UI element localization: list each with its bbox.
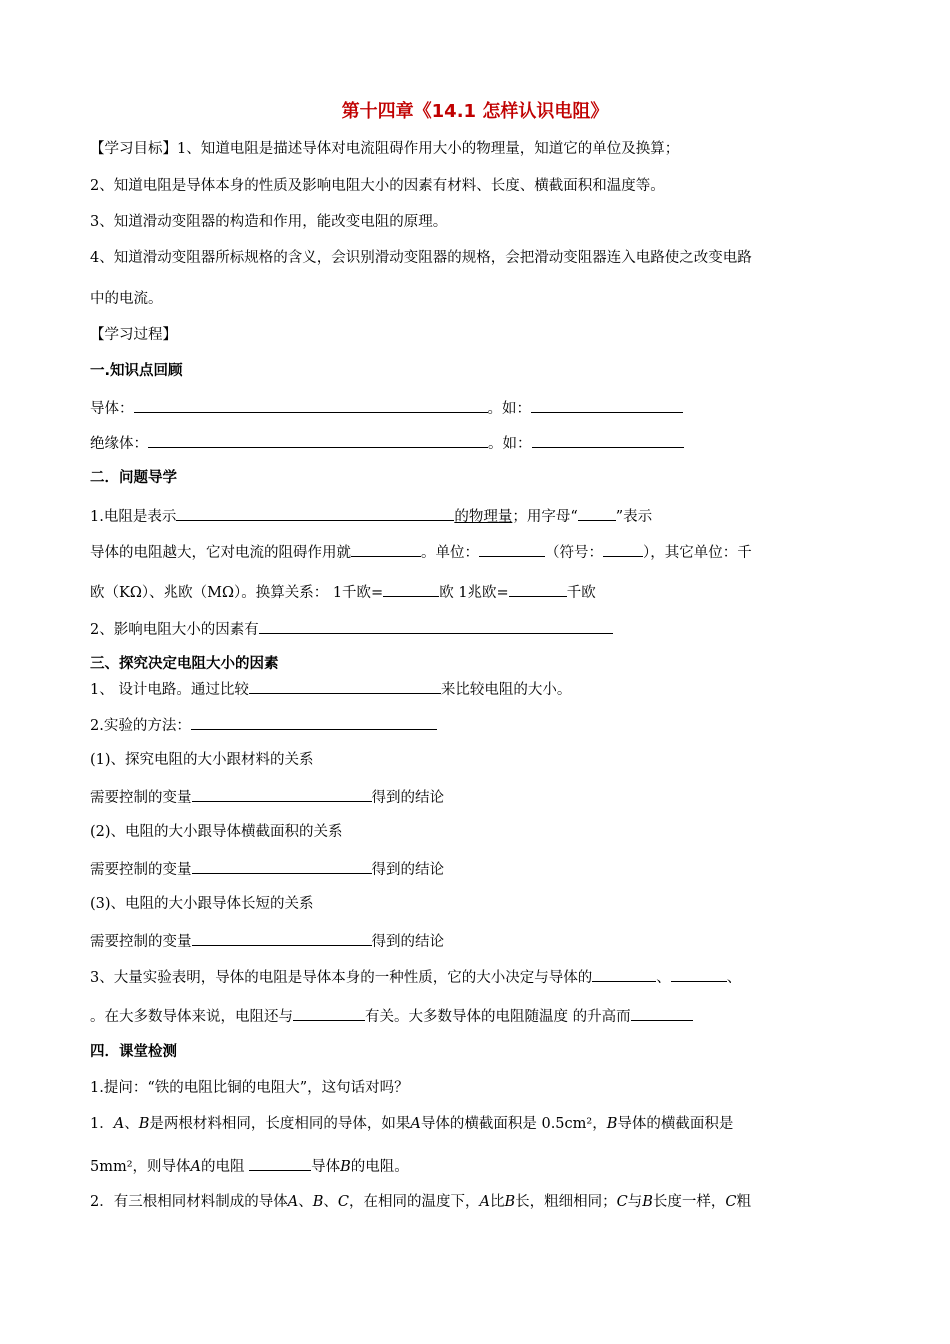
q4-text: 2、影响电阻大小的因素有 [90,622,259,638]
test-question-2a [90,1114,860,1134]
variable-blank[interactable] [192,786,372,802]
q1-text: 1.电阻是表示 [90,509,177,525]
q3-text: 千欧 [566,585,596,601]
mohm-blank[interactable] [509,581,567,597]
part-3-heading: (3)、电阻的大小跟导体长短的关系 [90,896,314,912]
step-3-text: 、 [726,970,742,986]
test-question-1: 1.提问：“铁的电阻比铜的电阻大”，这句话对吗？ [90,1080,409,1096]
process-heading: 【学习过程】 [90,327,177,343]
method-blank[interactable] [191,714,437,730]
test-q3-text: 2．有三根相同材料制成的导体A、B、C，在相同的温度下，A比B长，粗细相同；C与B长度一样，C粗 [90,1194,751,1210]
factors-blank[interactable] [259,618,613,634]
q1-symbol-blank[interactable] [578,505,616,521]
goal-line-1 [90,139,679,159]
test-question-3 [90,1192,860,1212]
test-q2-text: 1．A、B是两根材料相同，长度相同的导体，如果A导体的横截面积是 0.5cm²，B导体的横截面积是 [90,1116,734,1132]
page-title: 第十四章《14.1 怎样认识电阻》 [341,101,609,122]
part-2-line [90,858,444,880]
q2-text: 导体的电阻越大，它对电流的阻碍作用就 [90,545,351,561]
variable-blank[interactable] [192,930,372,946]
question-1 [90,505,652,527]
kohm-blank[interactable] [383,581,439,597]
factor-blank-1[interactable] [592,966,656,982]
conductor-blank[interactable] [134,397,488,413]
conductor-example-blank[interactable] [531,397,683,413]
q2-blank[interactable] [351,541,421,557]
part-2-heading: (2)、电阻的大小跟导体横截面积的关系 [90,824,343,840]
example-label: 。如： [488,436,532,452]
variable-label: 需要控制的变量 [90,934,192,950]
insulator-line [90,432,684,454]
factor-blank-2[interactable] [671,966,727,982]
conclusion-label: 得到的结论 [371,934,444,950]
step-3-text: 、 [656,970,671,986]
section-1-heading: 一.知识点回顾 [90,363,183,379]
goal-1: 1、知道电阻是描述导体对电流阻碍作用大小的物理量，知道它的单位及换算； [177,141,680,157]
unit-blank[interactable] [479,541,545,557]
q1-text: ；用字母“ [512,509,578,525]
q1-text: ”表示 [615,509,653,525]
q1-blank[interactable] [176,505,454,521]
section-4-heading: 四．课堂检测 [90,1044,177,1060]
variable-label: 需要控制的变量 [90,790,192,806]
compare-blank[interactable] [249,678,441,694]
insulator-example-blank[interactable] [532,432,684,448]
question-4 [90,618,613,640]
step-4 [90,1005,693,1027]
insulator-label: 绝缘体： [90,436,148,452]
step-1-text: 来比较电阻的大小。 [440,682,572,698]
step-2 [90,714,437,736]
goal-4b: 中的电流。 [90,291,163,307]
trend-blank[interactable] [631,1005,693,1021]
section-2-heading: 二．问题导学 [90,470,177,486]
q2-text: ），其它单位：千 [643,545,752,561]
goals-heading: 【学习目标】 [90,141,177,157]
example-label: 。如： [487,401,531,417]
conclusion-label: 得到的结论 [371,862,444,878]
question-3 [90,581,596,603]
part-1-heading: (1)、探究电阻的大小跟材料的关系 [90,752,314,768]
q3-text: 欧 1兆欧= [439,585,509,601]
part-1-line [90,786,444,808]
compare-resistance-blank[interactable] [249,1155,311,1171]
step-3 [90,966,741,988]
insulator-blank[interactable] [148,432,488,448]
conductor-label: 导体： [90,401,134,417]
q3-text: 欧（KΩ）、兆欧（MΩ）。换算关系： 1千欧= [90,585,384,601]
step-4-text: 有关。大多数导体的电阻随温度 的升高而 [365,1009,631,1025]
goal-4a: 4、知道滑动变阻器所标规格的含义，会识别滑动变阻器的规格，会把滑动变阻器连入电路使之改变电路 [90,250,752,266]
test-question-2b: 5mm²，则导体A的电阻 导体B的电阻。 [90,1155,409,1177]
test-q2-text: 导体 [311,1159,341,1175]
step-2-text: 2.实验的方法： [90,718,191,734]
q1-text: 的物理量 [454,509,513,525]
temperature-blank[interactable] [293,1005,365,1021]
step-4-text: 。在大多数导体来说，电阻还与 [90,1009,293,1025]
step-1-text: 1、 设计电路。通过比较 [90,682,249,698]
variable-label: 需要控制的变量 [90,862,192,878]
part-3-line [90,930,444,952]
conclusion-label: 得到的结论 [371,790,444,806]
test-q2-text: 的电阻。 [350,1159,409,1175]
q2-text: （符号： [545,545,603,561]
variable-blank[interactable] [192,858,372,874]
q2-text: 。单位： [421,545,479,561]
test-q2-text: 的电阻 [201,1159,250,1175]
goal-3: 3、知道滑动变阻器的构造和作用，能改变电阻的原理。 [90,214,448,230]
conductor-line [90,397,683,419]
question-2 [90,541,752,563]
step-3-text: 3、大量实验表明，导体的电阻是导体本身的一种性质，它的大小决定与导体的 [90,970,593,986]
test-q2-text: 5mm²，则导体 [90,1159,191,1175]
unit-symbol-blank[interactable] [603,541,643,557]
step-1 [90,678,571,700]
goal-2: 2、知道电阻是导体本身的性质及影响电阻大小的因素有材料、长度、横截面积和温度等。 [90,178,665,194]
section-3-heading: 三、探究决定电阻大小的因素 [90,656,279,672]
